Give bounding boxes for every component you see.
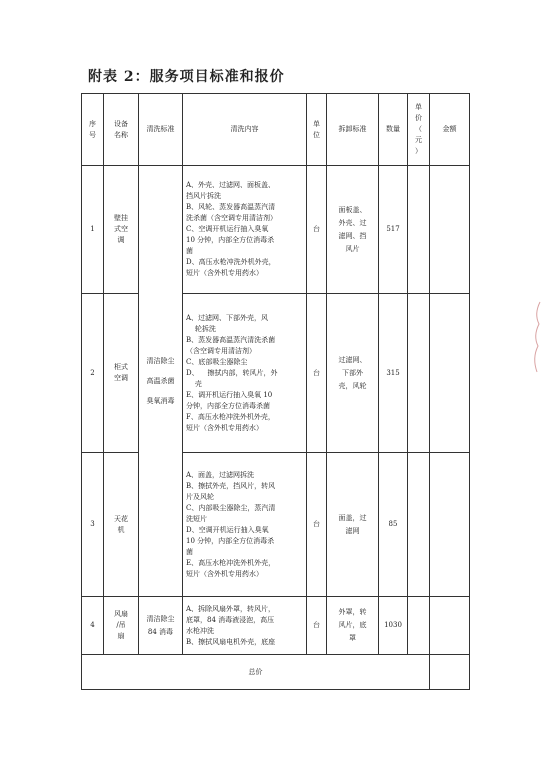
header-index: 序 号 (82, 94, 104, 166)
header-name: 设备 名称 (104, 94, 139, 166)
row-device-name: 风扇 /吊 扇 (104, 597, 139, 655)
row-qty: 85 (379, 453, 408, 597)
total-row (82, 655, 470, 690)
row-content: A、外壳、过滤网、面板盖、 挡风片拆洗 B、风轮、蒸发器高温蒸汽清 洗杀菌（含空调专用清洁剂） C、空调开机运行抽入臭氧 10 分钟，内部全方位消毒杀 菌 D、高压水枪冲洗外机外壳， 短片（含外机专用药水） (183, 166, 307, 294)
header-content: 清洗内容 (183, 94, 307, 166)
row-content: A、过滤网、下部外壳，风 轮拆洗 B、蒸发器高温蒸汽清洗杀菌 （含空调专用清洁剂） C、底部吸尘器除尘 D、 擦拭内部，转风片，外 壳 E、调开机运行抽入臭氧 10 分钟，内部全方位消毒杀菌 F、高压水枪冲洗外机外壳， 短片（含外机专用药水） (183, 294, 307, 453)
table-row (82, 597, 470, 655)
price-table (81, 93, 470, 690)
row-device-name: 壁挂 式空 调 (104, 166, 139, 294)
row-index: 2 (82, 294, 104, 453)
row-unit: 台 (307, 294, 327, 453)
row-qty: 517 (379, 166, 408, 294)
page-title: 附表 2：服务项目标准和报价 (88, 69, 285, 85)
table-header-row (82, 94, 470, 166)
row-dismantle: 过滤网、 下部外 壳，风轮 (327, 294, 379, 453)
row-device-name: 天花 机 (104, 453, 139, 597)
row-device-name: 柜式 空调 (104, 294, 139, 453)
row-unit: 台 (307, 453, 327, 597)
header-amount: 金额 (430, 94, 470, 166)
row-unit: 台 (307, 597, 327, 655)
header-qty: 数量 (379, 94, 408, 166)
row-index: 4 (82, 597, 104, 655)
row-amount (430, 294, 470, 453)
row-price (408, 166, 430, 294)
row-dismantle: 面板盖、 外壳、过 滤网、挡 风片 (327, 166, 379, 294)
row-index: 3 (82, 453, 104, 597)
row-dismantle: 外罩，转 风片，底 罩 (327, 597, 379, 655)
header-unit: 单 位 (307, 94, 327, 166)
total-label: 总价 (82, 655, 430, 690)
header-dismantle: 拆卸标准 (327, 94, 379, 166)
row-standard-merged: 清洁除尘 高温杀菌 臭氧消毒 (139, 166, 183, 597)
row-amount (430, 597, 470, 655)
table-row (82, 166, 470, 294)
row-content: A、拆除风扇外罩，转风片， 底罩，84 消毒液浸泡，高压 水枪冲洗 B、擦拭风扇电机外壳，底座 (183, 597, 307, 655)
row-price (408, 597, 430, 655)
row-dismantle: 面盖，过 滤网 (327, 453, 379, 597)
row-index: 1 (82, 166, 104, 294)
row-qty: 315 (379, 294, 408, 453)
margin-mark (530, 300, 542, 380)
row-qty: 1030 (379, 597, 408, 655)
row-content: A、面盖，过滤网拆洗 B、擦拭外壳，挡风片，转风 片及风轮 C、内部吸尘器除尘，蒸汽清 洗短片 D、空调开机运行抽入臭氧 10 分钟，内部全方位消毒杀 菌 E、高压水枪冲洗外机外壳， 短片（含外机专用药水） (183, 453, 307, 597)
row-standard: 清洁除尘 84 消毒 (139, 597, 183, 655)
row-unit: 台 (307, 166, 327, 294)
row-amount (430, 453, 470, 597)
row-amount (430, 166, 470, 294)
row-price (408, 453, 430, 597)
header-price: 单 价 （ 元 ） (408, 94, 430, 166)
total-value (430, 655, 470, 690)
header-standard: 清洗标准 (139, 94, 183, 166)
row-price (408, 294, 430, 453)
